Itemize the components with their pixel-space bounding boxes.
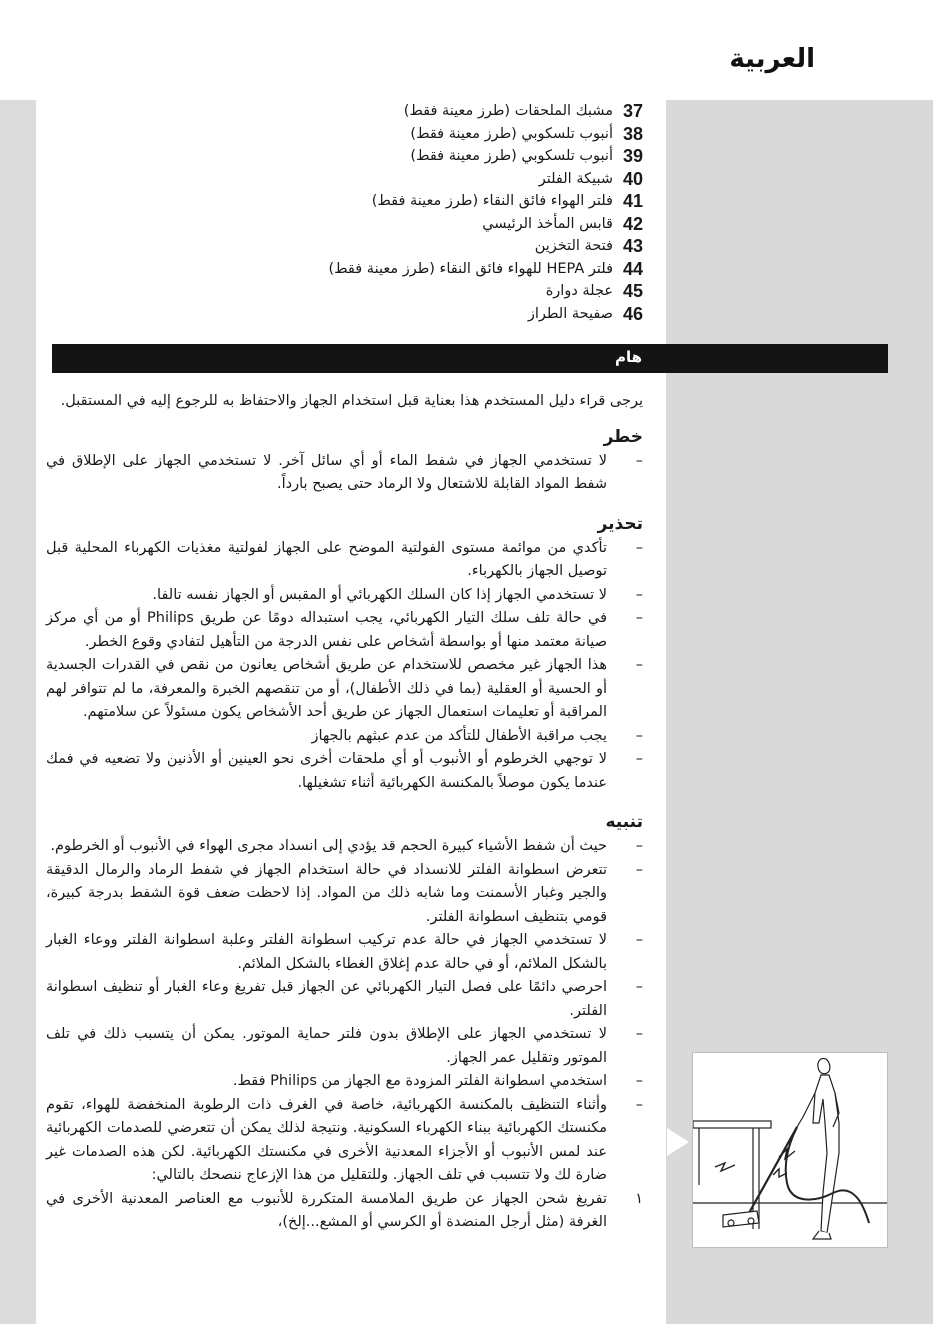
part-number: 46 [622,303,643,324]
static-shock-vacuum-illustration [692,1052,888,1248]
list-item-text: لا تستخدمي الجهاز على الإطلاق بدون فلتر حماية الموتور. يمكن أن يتسبب ذلك في تلف الموتور وتقليل عمر الجهاز. [46,1026,607,1066]
part-number: 41 [622,191,643,211]
warning-heading: تحذير [597,513,643,534]
part-item [290,145,643,168]
bullet-marker: – [635,1073,643,1089]
part-label: شبيكة الفلتر [538,170,613,187]
pointer-arrow-icon [667,1128,689,1156]
list-item-text: وأثناء التنظيف بالمكنسة الكهربائية، خاصة في الغرف ذات الرطوبة المنخفضة للهواء، تقوم مكنستك الكهربائية ببناء الكهرباء السكونية. ونتيجة لذلك يمكن أن تتعرضي للصدمات الكهربائية عند لمس الأنبوب أو الأجزاء المعدنية الأخرى في مكنستك الكهربائية. لكن هذه الصدمات غير ضارة لك ولا تتسبب في تلف الجهاز. وللتقليل من هذا الإزعاج ننصحك بالتالي: [46,1096,607,1183]
part-item [290,100,643,123]
part-number: 39 [622,146,643,166]
bullet-marker: – [635,838,643,854]
part-item [290,123,643,146]
parts-list [290,100,643,325]
bullet-marker: – [635,539,643,556]
bullet-marker: ١ [635,1190,643,1207]
list-item [46,725,643,749]
part-item [290,258,643,281]
bullet-marker: – [635,727,643,744]
list-item-text: تتعرض اسطوانة الفلتر للانسداد في حالة استخدام الجهاز في شفط الرماد والرمال الدقيقة والجير وغبار الأسمنت وما شابه ذلك من المواد. إذا لاحظت ضعف قوة الشفط بدرجة كبيرة، قومي بتنظيف اسطوانة الفلتر. [46,861,607,925]
part-number: 43 [622,236,643,256]
list-item [46,976,643,1023]
part-label: فلتر HEPA للهواء فائق النقاء (طرز معينة فقط) [328,260,613,277]
part-number: 45 [622,281,643,301]
list-item-text: لا تستخدمي الجهاز إذا كان السلك الكهربائي أو المقبس أو الجهاز نفسه تالفا. [152,586,607,603]
body-content [46,390,643,1235]
bullet-marker: – [635,1026,643,1042]
list-item [46,607,643,654]
bullet-marker: – [635,861,643,878]
list-item [46,654,643,725]
intro-paragraph: يرجى قراء دليل المستخدم هذا بعناية قبل استخدام الجهاز والاحتفاظ به للرجوع إليه في المستقبل. [60,393,643,409]
list-item [46,584,643,608]
bullet-marker: – [635,1096,643,1113]
part-item [290,303,643,326]
part-label: عجلة دوارة [545,283,613,299]
part-label: فلتر الهواء فائق النقاء (طرز معينة فقط) [371,193,613,209]
list-item [46,748,643,795]
part-item [290,280,643,303]
list-item [46,1023,643,1070]
list-item-text: في حالة تلف سلك التيار الكهربائي، يجب استبداله دومًا عن طريق Philips أو من أي مركز صيانة معتمد منها أو بواسطة أشخاص على نفس الدرجة من التأهيل لتفادي وقوع الخطر. [46,610,608,650]
list-item [46,450,643,497]
list-item-text: حيث أن شفط الأشياء كبيرة الحجم قد يؤدي إلى انسداد مجرى الهواء في الأنبوب أو الخرطوم. [50,838,607,854]
list-item [46,537,643,584]
list-item-text: لا تستخدمي الجهاز في شفط الماء أو أي سائل آخر. لا تستخدمي الجهاز على الإطلاق في شفط المواد القابلة للاشتعال ولا الرماد حتى يصبح بارداً. [46,452,607,492]
list-item-text: هذا الجهاز غير مخصص للاستخدام عن طريق أشخاص يعانون من نقص في القدرات الجسدية أو الحسية أو العقلية (بما في ذلك الأطفال)، أو من تنقصهم الخبرة والمعرفة، ما لم تتوافر لهم المراقبة أو تعليمات استعمال الجهاز عن طريق أحد الأشخاص يكون مسئولاً عن سلامتهم. [46,657,607,720]
part-item [290,213,643,236]
warning-list [46,537,643,796]
section-title: هام [614,348,642,366]
danger-list [46,450,643,497]
part-label: فتحة التخزين [534,238,613,254]
part-item [290,168,643,191]
bullet-marker: – [635,932,643,948]
list-item [46,929,643,976]
part-label: مشبك الملحقات (طرز معينة فقط) [403,103,613,119]
list-item [46,1188,643,1235]
bullet-marker: – [635,586,643,603]
list-item [46,835,643,859]
list-item-text: يجب مراقبة الأطفال للتأكد من عدم عبثهم بالجهاز [311,727,607,744]
caution-heading: تنبيه [605,812,643,832]
left-margin-strip [0,100,36,1324]
list-item [46,1070,643,1094]
part-number: 40 [622,168,643,189]
language-title: العربية [729,44,815,74]
list-item-text: تأكدي من موائمة مستوى الفولتية الموضح على الجهاز لفولتية مغذيات الكهرباء المحلية قبل توصيل الجهاز بالكهرباء. [46,539,607,579]
part-number: 42 [622,213,643,234]
bullet-marker: – [635,610,643,626]
section-header [52,344,888,373]
danger-heading: خطر [603,426,643,447]
list-item-text: استخدمي اسطوانة الفلتر المزودة مع الجهاز من Philips فقط. [232,1073,607,1089]
list-item [46,1094,643,1188]
bullet-marker: – [635,452,643,469]
list-item-text: لا توجهي الخرطوم أو الأنبوب أو أي ملحقات أخرى نحو العينين أو الأذنين ولا تضعيه في فمك عندما يكون موصلاً بالمكنسة الكهربائية أثناء تشغيلها. [46,751,607,791]
part-number: 44 [622,258,643,279]
list-item-text: لا تستخدمي الجهاز في حالة عدم تركيب اسطوانة الفلتر وعلبة اسطوانة الفلتر ووعاء الغبار بالشكل الملائم، أو في حالة عدم إغلاق الغطاء بالشكل الملائم. [46,932,607,972]
bullet-marker: – [635,751,643,767]
part-label: أنبوب تلسكوبي (طرز معينة فقط) [410,148,613,164]
caution-numbered-list [46,1188,643,1235]
bullet-marker: – [635,657,643,673]
part-item [290,235,643,258]
part-number: 38 [622,123,643,144]
list-item-text: احرصي دائمًا على فصل التيار الكهربائي عن الجهاز قبل تفريغ وعاء الغبار أو تنظيف اسطوانة الفلتر. [46,979,607,1019]
part-number: 37 [622,101,643,121]
part-item [290,190,643,213]
part-label: أنبوب تلسكوبي (طرز معينة فقط) [410,125,613,142]
list-item [46,859,643,930]
part-label: صفيحة الطراز [527,305,613,322]
part-label: قابس المأخذ الرئيسي [482,215,613,232]
bullet-marker: – [635,979,643,995]
list-item-text: تفريغ شحن الجهاز عن طريق الملامسة المتكررة للأنبوب مع العناصر المعدنية الأخرى في الغرفة (مثل أرجل المنضدة أو الكرسي أو المشع...إلخ)، [46,1190,607,1230]
caution-list [46,835,643,1188]
